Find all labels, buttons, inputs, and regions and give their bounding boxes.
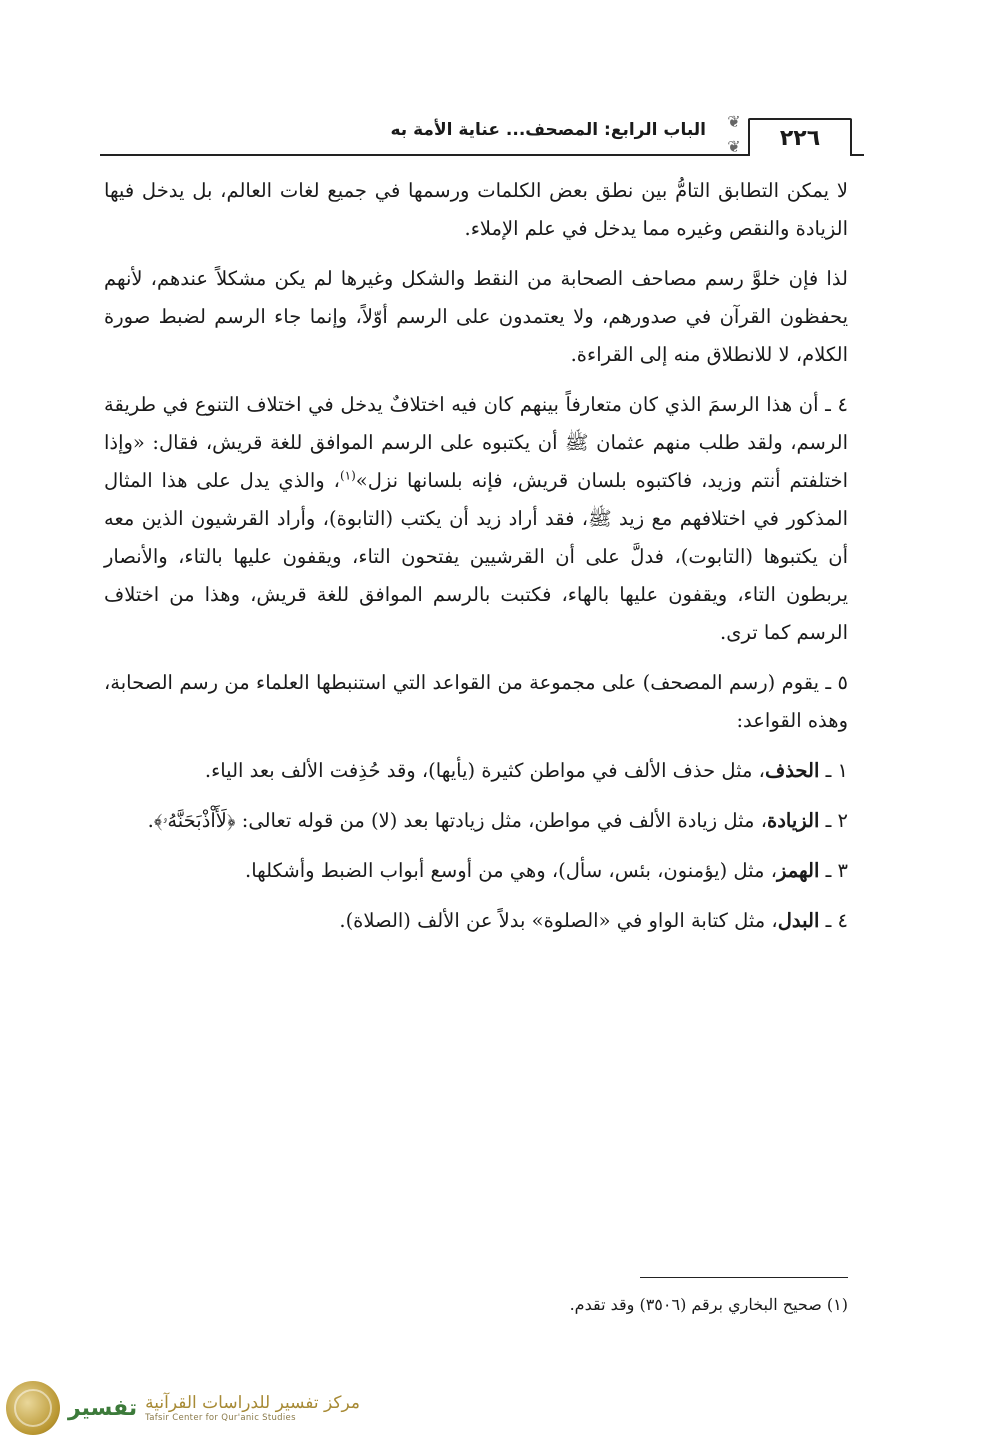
rule-1 [104,752,848,790]
rule-2-number: ٢ ـ [825,809,848,832]
rule-4-text: ، مثل كتابة الواو في «الصلوة» بدلاً عن الألف (الصلاة). [339,909,778,932]
rule-4-number: ٤ ـ [825,909,848,932]
logo-english-name: Tafsir Center for Qur'anic Studies [145,1413,296,1423]
logo-text [145,1393,360,1423]
paragraph-3-part-a: ٤ ـ أن هذا الرسمَ الذي كان متعارفاً بينهم كان فيه اختلافٌ يدخل في اختلاف التنوع في طريقة الرسم، ولقد طلب منهم عثمان ﷺ أن يكتبوه على الرسم الموافق للغة قريش، فقال: «وإذا اختلفتم أنتم وزيد، فاكتبوه بلسان قريش، فإنه بلسانها نزل» [104,393,849,492]
logo-brand: تفسير [68,1395,138,1421]
rule-2-term: الزيادة [767,809,820,832]
paragraph-2: لذا فإن خلوَّ رسم مصاحف الصحابة من النقط والشكل وغيرها لم يكن مشكلاً عندهم، لأنهم يحفظون القرآن في صدورهم، ولا يعتمدون على الرسم أوّلاً، وإنما جاء الرسم لضبط صورة الكلام، لا للانطلاق منه إلى القراءة. [104,267,848,366]
rule-2-text: ، مثل زيادة الألف في مواطن، مثل زيادتها بعد (لا) من قوله تعالى: ﴿لَأَاْذْبَحَنَّهُۥ﴾. [147,809,767,832]
footnote-ref[interactable]: (١) [339,468,356,483]
paragraph-3 [104,386,848,652]
page-number: ٢٢٦ [748,118,852,156]
rule-3-number: ٣ ـ [825,859,848,882]
rule-3-text: ، مثل (يؤمنون، بئس، سأل)، وهي من أوسع أبواب الضبط وأشكلها. [245,859,777,882]
paragraph-1: لا يمكن التطابق التامُّ بين نطق بعض الكلمات ورسمها في جميع لغات العالم، بل يدخل فيها الزيادة والنقص وغيره مما يدخل في علم الإملاء. [104,179,848,240]
rule-1-text: ، مثل حذف الألف في مواطن كثيرة (يأيها)، وقد حُذِفت الألف بعد الياء. [204,759,765,782]
ornament-icon: ❦ ❦ [727,112,741,156]
footnote-divider [640,1277,848,1278]
paragraph-3-part-b: ، والذي يدل على هذا المثال المذكور في اختلافهم مع زيد ﷺ، فقد أراد زيد أن يكتب (التابوة)، وأراد القرشيون الذين معه أن يكتبوها (التابوت)، فدلَّ على أن القرشيين يفتحون التاء، ويقفون عليها بالتاء، والأنصار يربطون التاء، ويقفون عليها بالهاء، فكتبت بالرسم الموافق للغة قريش، وهذا من اختلاف الرسم كما ترى. [104,469,848,644]
rule-4-term: البدل [777,909,820,932]
rule-4 [104,902,848,940]
logo-arabic-name: مركز تفسير للدراسات القرآنية [145,1393,361,1413]
rule-3-term: الهمز [777,859,820,882]
globe-icon [6,1381,60,1435]
paragraph-4: ٥ ـ يقوم (رسم المصحف) على مجموعة من القواعد التي استنبطها العلماء من رسم الصحابة، وهذه القواعد: [104,671,848,732]
publisher-logo [6,1378,361,1438]
rule-3 [104,852,848,890]
rule-2 [104,802,848,840]
footnote: (١) صحيح البخاري برقم (٣٥٠٦) وقد تقدم. [569,1295,848,1314]
running-header [100,112,852,160]
chapter-title: الباب الرابع: المصحف... عناية الأمة به [390,120,706,140]
rule-1-number: ١ ـ [825,759,848,782]
rule-1-term: الحذف [764,759,820,782]
body-text [104,172,848,952]
